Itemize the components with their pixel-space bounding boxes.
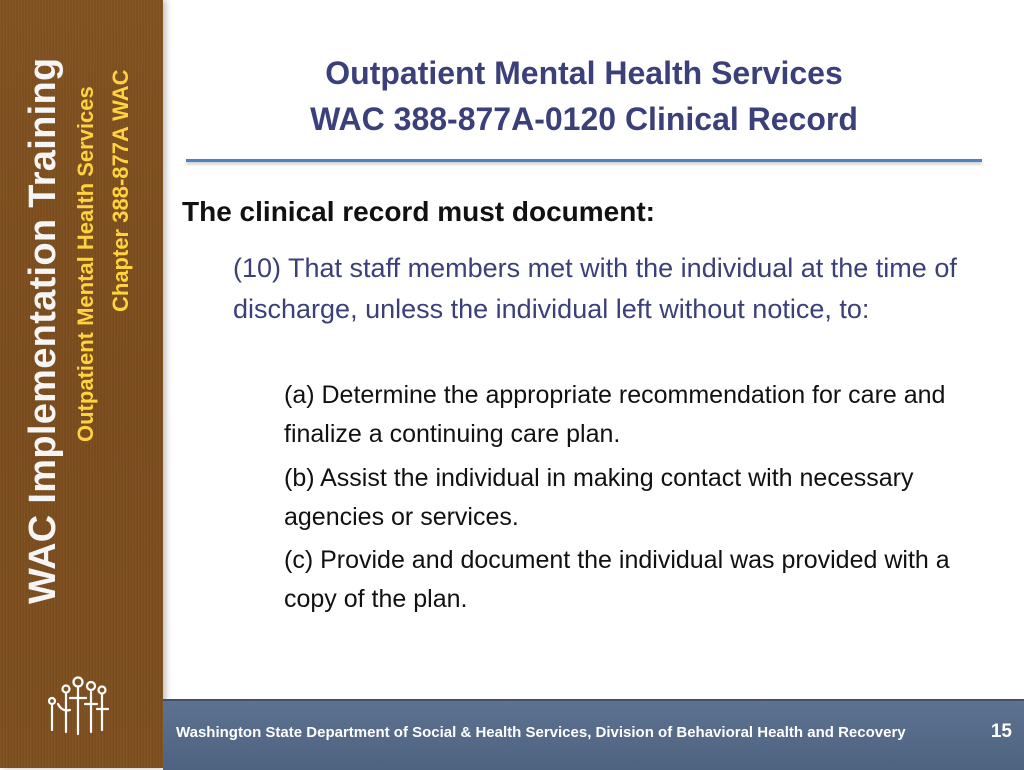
people-group-icon <box>48 676 114 738</box>
lead-heading: The clinical record must document: <box>182 196 655 227</box>
sub-item-c: (c) Provide and document the individual was provided with a copy of the plan. <box>284 546 950 613</box>
sub-item-a: (a) Determine the appropriate recommendation for care and finalize a continuing care plan. <box>284 381 946 448</box>
title-divider <box>186 159 982 162</box>
sidebar-subtitle-line2: Chapter 388-877A WAC <box>108 69 133 312</box>
slide-title-line2: WAC 388-877A-0120 Clinical Record <box>310 101 858 137</box>
slide-title <box>186 50 982 142</box>
item-10-text: (10) That staff members met with the individual at the time of discharge, unless the individual left without notice, to: <box>233 253 957 324</box>
footer-text: Washington State Department of Social & Health Services, Division of Behavioral Health and Recovery <box>176 724 906 741</box>
sidebar-panel <box>0 0 163 768</box>
sub-item-b: (b) Assist the individual in making contact with necessary agencies or services. <box>284 464 914 531</box>
sidebar-main-title: WAC Implementation Training <box>22 57 64 604</box>
footer-bar <box>163 699 1024 770</box>
page-number: 15 <box>990 721 1012 742</box>
sidebar-subtitle-line1: Outpatient Mental Health Services <box>73 86 98 442</box>
slide-title-line1: Outpatient Mental Health Services <box>325 55 843 91</box>
